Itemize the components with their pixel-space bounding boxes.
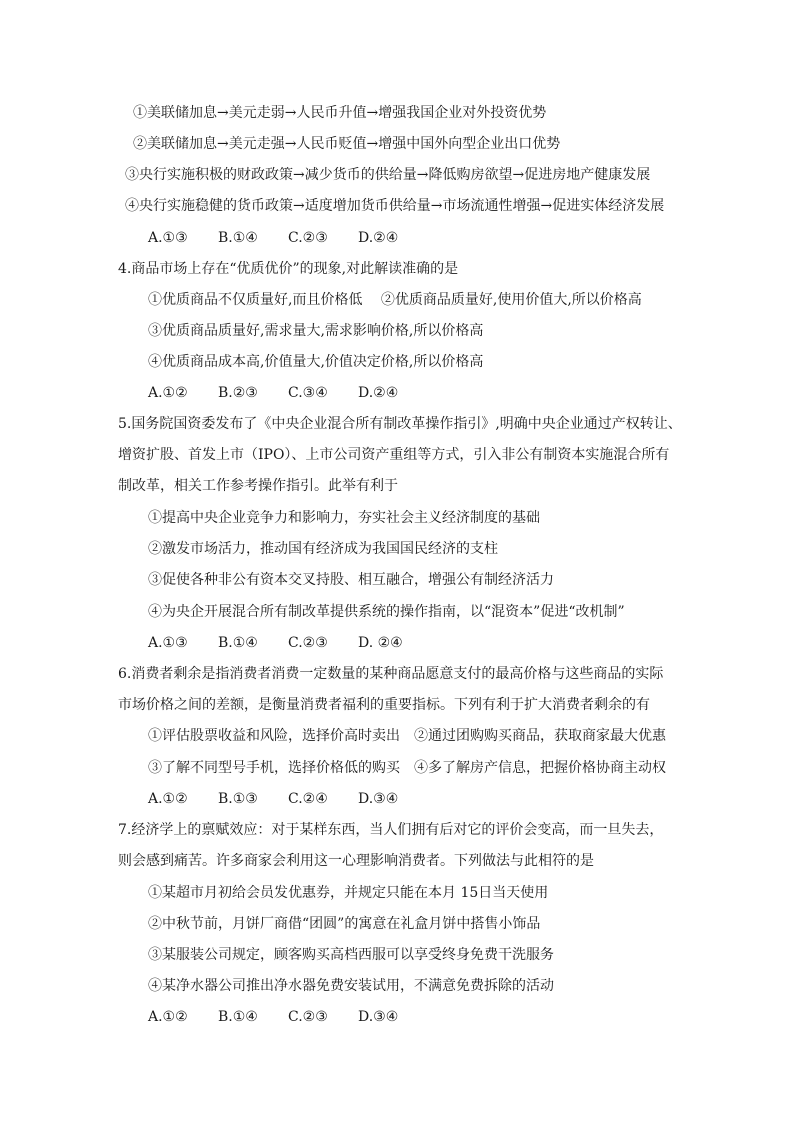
q6-option-d[interactable]: D.③④ [358, 791, 399, 807]
q7-stem-line-1: 7.经济学上的禀赋效应：对于某样东西，当人们拥有后对它的评价会变高，而一旦失去， [118, 822, 664, 838]
q4-item-3: ④优质商品成本高,价值量大,价值决定价格,所以价格高 [148, 354, 484, 370]
q3-option-d[interactable]: D.②④ [358, 230, 399, 246]
q4-option-a[interactable]: A.①② [148, 385, 188, 401]
q5-item-2: ②激发市场活力，推动国有经济成为我国国民经济的支柱 [148, 541, 498, 557]
q6-option-c[interactable]: C.②④ [288, 791, 328, 807]
q7-item-2: ②中秋节前，月饼厂商借“团圆”的寓意在礼盒月饼中搭售小饰品 [148, 916, 541, 932]
q6-item-2: ③了解不同型号手机，选择价格低的购买 ④多了解房产信息，把握价格协商主动权 [148, 760, 666, 776]
q3-option-c[interactable]: C.②③ [288, 230, 328, 246]
q3-option-b[interactable]: B.①④ [218, 230, 258, 246]
q4-option-b[interactable]: B.②③ [218, 385, 258, 401]
q5-option-c[interactable]: C.②③ [288, 635, 328, 651]
q5-item-4: ④为央企开展混合所有制改革提供系统的操作指南，以“混资本”促进“改机制” [148, 604, 625, 620]
q6-stem-line-1: 6.消费者剩余是指消费者消费一定数量的某种商品愿意支付的最高价格与这些商品的实际 [118, 666, 664, 682]
q3-item-2: ②美联储加息→美元走强→人民币贬值→增强中国外向型企业出口优势 [133, 136, 561, 152]
q7-option-b[interactable]: B.①④ [218, 1009, 258, 1025]
q5-option-a[interactable]: A.①③ [148, 635, 188, 651]
q5-stem-line-1: 5.国务院国资委发布了《中央企业混合所有制改革操作指引》,明确中央企业通过产权转让、 [118, 416, 682, 432]
q7-option-a[interactable]: A.①② [148, 1009, 188, 1025]
q6-option-b[interactable]: B.①③ [218, 791, 258, 807]
q4-option-d[interactable]: D.②④ [358, 385, 399, 401]
q3-item-3: ③央行实施积极的财政政策→减少货币的供给量→降低购房欲望→促进房地产健康发展 [125, 167, 651, 183]
q5-item-3: ③促使各种非公有资本交叉持股、相互融合，增强公有制经济活力 [148, 572, 554, 588]
q5-item-1: ①提高中央企业竞争力和影响力，夯实社会主义经济制度的基础 [148, 510, 540, 526]
q5-stem-line-2: 增资扩股、首发上市（IPO）、上市公司资产重组等方式，引入非公有制资本实施混合所有 [118, 447, 670, 463]
q5-stem-line-3: 制改革，相关工作参考操作指引。此举有利于 [118, 478, 398, 494]
q4-option-c[interactable]: C.③④ [288, 385, 328, 401]
q6-stem-line-2: 市场价格之间的差额，是衡量消费者福利的重要指标。下列有利于扩大消费者剩余的有 [118, 697, 650, 713]
q4-item-2: ③优质商品质量好,需求量大,需求影响价格,所以价格高 [148, 323, 484, 339]
q7-item-3: ③某服装公司规定，顾客购买高档西服可以享受终身免费干洗服务 [148, 947, 554, 963]
q3-options [148, 229, 428, 247]
q7-option-d[interactable]: D.③④ [358, 1009, 399, 1025]
q7-options [148, 1008, 428, 1026]
q5-options [148, 634, 428, 652]
q3-option-a[interactable]: A.①③ [148, 230, 188, 246]
q3-item-1: ①美联储加息→美元走弱→人民币升值→增强我国企业对外投资优势 [133, 105, 547, 121]
q7-option-c[interactable]: C.②③ [288, 1009, 328, 1025]
q3-item-4: ④央行实施稳健的货币政策→适度增加货币供给量→市场流通性增强→促进实体经济发展 [125, 198, 665, 214]
q5-option-d[interactable]: D. ②④ [358, 635, 403, 651]
q4-options [148, 384, 428, 402]
q4-stem: 4.商品市场上存在“优质优价”的现象,对此解读准确的是 [118, 261, 459, 277]
q7-item-1: ①某超市月初给会员发优惠券，并规定只能在本月 15日当天使用 [148, 885, 549, 901]
q6-item-1: ①评估股票收益和风险，选择价高时卖出 ②通过团购购买商品，获取商家最大优惠 [148, 728, 666, 744]
q7-item-4: ④某净水器公司推出净水器免费安装试用，不满意免费拆除的活动 [148, 978, 554, 994]
q6-option-a[interactable]: A.①② [148, 791, 188, 807]
q4-item-1: ①优质商品不仅质量好,而且价格低 ②优质商品质量好,使用价值大,所以价格高 [148, 292, 642, 308]
q5-option-b[interactable]: B.①④ [218, 635, 258, 651]
q7-stem-line-2: 则会感到痛苦。许多商家会利用这一心理影响消费者。下列做法与此相符的是 [118, 853, 594, 869]
q6-options [148, 790, 428, 808]
